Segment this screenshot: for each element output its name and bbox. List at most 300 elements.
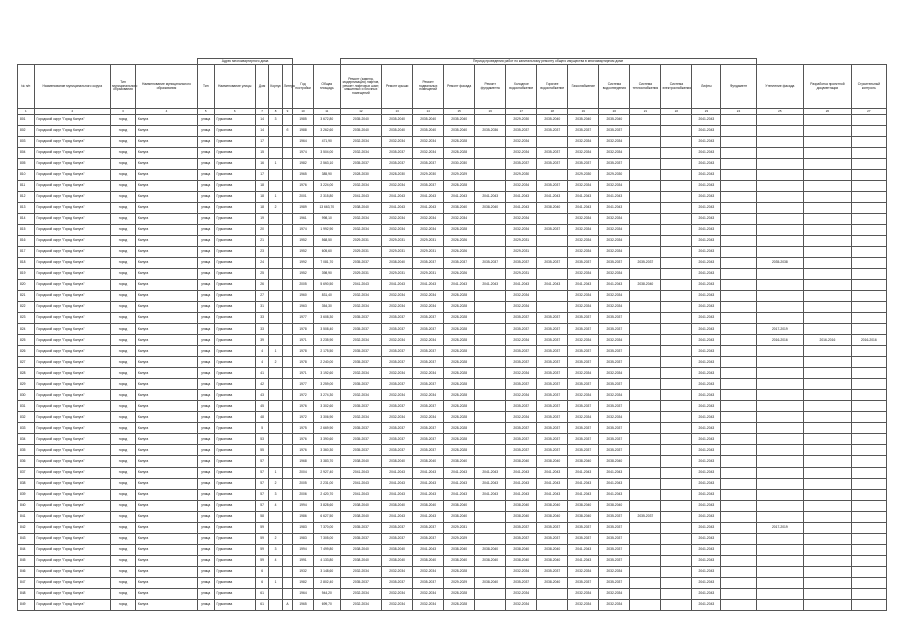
- table-cell: [475, 456, 506, 467]
- table-cell: [851, 511, 886, 522]
- table-cell: Городской округ "Город Калуга": [34, 423, 111, 434]
- table-cell: 2038-2040: [475, 544, 506, 555]
- table-cell: улица: [197, 280, 214, 291]
- table-cell: 7 305,00: [313, 533, 340, 544]
- table-row[interactable]: [18, 236, 887, 247]
- table-row[interactable]: [18, 170, 887, 181]
- table-row[interactable]: [18, 192, 887, 203]
- table-cell: 2038-2040: [444, 555, 475, 566]
- table-cell: Гурьянова: [214, 115, 255, 126]
- table-cell: 2041-2043: [475, 467, 506, 478]
- table-row[interactable]: [18, 203, 887, 214]
- table-cell: 1: [269, 192, 282, 203]
- table-cell: [804, 368, 852, 379]
- table-cell: Гурьянова: [214, 236, 255, 247]
- table-cell: улица: [197, 456, 214, 467]
- table-cell: 2041-2043: [340, 192, 381, 203]
- table-cell: 2032-2034: [340, 148, 381, 159]
- table-row[interactable]: [18, 423, 887, 434]
- table-cell: [756, 566, 804, 577]
- table-cell: 2041-2043: [692, 148, 721, 159]
- table-cell: [851, 390, 886, 401]
- table-cell: [475, 181, 506, 192]
- column-header: Корпус: [269, 65, 282, 109]
- table-cell: [661, 324, 692, 335]
- table-cell: улица: [197, 258, 214, 269]
- table-cell: [630, 137, 661, 148]
- table-cell: [630, 236, 661, 247]
- table-cell: [661, 445, 692, 456]
- table-cell: 2032-2034: [340, 390, 381, 401]
- table-row[interactable]: [18, 467, 887, 478]
- table-cell: 819: [18, 269, 35, 280]
- table-cell: улица: [197, 434, 214, 445]
- table-cell: [630, 269, 661, 280]
- table-cell: Городской округ "Город Калуга": [34, 500, 111, 511]
- table-cell: [630, 412, 661, 423]
- table-cell: 1986: [293, 511, 314, 522]
- table-cell: 2: [269, 533, 282, 544]
- table-row[interactable]: [18, 577, 887, 588]
- table-cell: 2041-2043: [475, 489, 506, 500]
- table-cell: [630, 335, 661, 346]
- table-cell: Калуга: [135, 401, 197, 412]
- table-cell: улица: [197, 566, 214, 577]
- table-cell: 2035-2037: [340, 324, 381, 335]
- table-row[interactable]: [18, 456, 887, 467]
- table-cell: 3 224,00: [313, 181, 340, 192]
- table-cell: [269, 511, 282, 522]
- table-cell: 2029-2030: [506, 115, 537, 126]
- table-row[interactable]: [18, 346, 887, 357]
- table-row[interactable]: [18, 115, 887, 126]
- table-cell: [269, 170, 282, 181]
- table-cell: 59: [255, 522, 268, 533]
- table-cell: [282, 500, 292, 511]
- table-cell: 2029-2031: [506, 269, 537, 280]
- table-cell: [721, 258, 756, 269]
- table-cell: 2032-2034: [506, 291, 537, 302]
- table-cell: [661, 269, 692, 280]
- table-cell: [851, 170, 886, 181]
- table-cell: 2032-2034: [413, 214, 444, 225]
- table-cell: 2032-2034: [599, 335, 630, 346]
- table-cell: [269, 247, 282, 258]
- table-cell: [630, 467, 661, 478]
- table-cell: 2041-2043: [340, 467, 381, 478]
- table-cell: [756, 368, 804, 379]
- table-cell: [804, 500, 852, 511]
- table-cell: город: [111, 566, 136, 577]
- table-cell: 41: [255, 368, 268, 379]
- table-cell: 3 608,30: [313, 313, 340, 324]
- table-cell: 2032-2034: [382, 181, 413, 192]
- table-cell: улица: [197, 357, 214, 368]
- table-cell: [721, 401, 756, 412]
- table-cell: 57: [255, 478, 268, 489]
- table-cell: [721, 324, 756, 335]
- table-cell: 2038-2040: [599, 500, 630, 511]
- column-header: Разработка проектной документации: [804, 65, 852, 109]
- table-cell: 2041-2043: [382, 478, 413, 489]
- table-cell: 2032-2034: [413, 566, 444, 577]
- table-cell: [851, 313, 886, 324]
- column-header: Система теплоснабжения: [630, 65, 661, 109]
- table-cell: [851, 203, 886, 214]
- table-cell: 2032-2034: [599, 148, 630, 159]
- table-row[interactable]: [18, 302, 887, 313]
- table-cell: [282, 423, 292, 434]
- table-cell: 2029-2031: [340, 236, 381, 247]
- table-row[interactable]: [18, 500, 887, 511]
- table-cell: [804, 258, 852, 269]
- table-row[interactable]: [18, 544, 887, 555]
- table-cell: 831,40: [313, 291, 340, 302]
- table-cell: Калуга: [135, 522, 197, 533]
- table-cell: [851, 544, 886, 555]
- table-row[interactable]: [18, 247, 887, 258]
- table-cell: Городской округ "Город Калуга": [34, 159, 111, 170]
- table-cell: [282, 346, 292, 357]
- table-cell: [537, 214, 568, 225]
- table-cell: [661, 511, 692, 522]
- table-cell: 2035-2037: [599, 577, 630, 588]
- table-cell: [756, 236, 804, 247]
- table-row[interactable]: [18, 368, 887, 379]
- table-cell: улица: [197, 544, 214, 555]
- table-cell: 2038-2040: [537, 500, 568, 511]
- table-cell: город: [111, 115, 136, 126]
- table-cell: 2038-2040: [382, 456, 413, 467]
- table-cell: Калуга: [135, 170, 197, 181]
- table-row[interactable]: [18, 478, 887, 489]
- table-cell: 2032-2034: [599, 412, 630, 423]
- table-cell: [630, 214, 661, 225]
- table-cell: 2032-2034: [568, 368, 599, 379]
- table-cell: 805: [18, 159, 35, 170]
- table-row[interactable]: [18, 357, 887, 368]
- column-header: Ремонт крыши: [382, 65, 413, 109]
- table-cell: 2035-2037: [599, 357, 630, 368]
- table-row[interactable]: [18, 533, 887, 544]
- table-cell: [661, 225, 692, 236]
- table-row[interactable]: [18, 324, 887, 335]
- table-cell: 817: [18, 247, 35, 258]
- table-cell: [537, 269, 568, 280]
- table-cell: 17: [255, 170, 268, 181]
- table-cell: город: [111, 412, 136, 423]
- table-row[interactable]: [18, 137, 887, 148]
- table-cell: [804, 401, 852, 412]
- table-cell: Гурьянова: [214, 401, 255, 412]
- table-row[interactable]: [18, 511, 887, 522]
- table-cell: 2035-2037: [413, 445, 444, 456]
- table-cell: 2032-2034: [568, 291, 599, 302]
- table-cell: 2035-2037: [506, 522, 537, 533]
- table-cell: 2035-2037: [599, 313, 630, 324]
- table-cell: [282, 269, 292, 280]
- table-cell: 2035-2037: [599, 159, 630, 170]
- table-cell: 2041-2043: [692, 467, 721, 478]
- table-cell: 2032-2034: [413, 137, 444, 148]
- table-cell: 2041-2043: [340, 489, 381, 500]
- column-header: Тип: [197, 65, 214, 109]
- table-cell: 2032-2034: [568, 214, 599, 225]
- column-number: 12: [340, 109, 381, 115]
- table-cell: [661, 522, 692, 533]
- table-cell: 2038-2040: [537, 511, 568, 522]
- table-cell: [661, 577, 692, 588]
- table-cell: [269, 599, 282, 610]
- table-cell: [721, 291, 756, 302]
- table-cell: [756, 214, 804, 225]
- table-cell: 2028-2028: [444, 412, 475, 423]
- table-cell: Калуга: [135, 126, 197, 137]
- table-cell: 6: [255, 566, 268, 577]
- table-cell: 2041-2043: [692, 599, 721, 610]
- table-cell: 841: [18, 511, 35, 522]
- table-cell: 2038-2040: [475, 203, 506, 214]
- table-row[interactable]: [18, 313, 887, 324]
- table-cell: [804, 181, 852, 192]
- table-cell: 605,60: [313, 247, 340, 258]
- table-cell: город: [111, 577, 136, 588]
- table-cell: [851, 434, 886, 445]
- table-cell: 2041-2043: [692, 478, 721, 489]
- table-cell: Городской округ "Город Калуга": [34, 247, 111, 258]
- table-cell: 2038-2040: [537, 577, 568, 588]
- table-cell: [756, 269, 804, 280]
- table-cell: 2026-2026: [444, 236, 475, 247]
- table-cell: Гурьянова: [214, 555, 255, 566]
- table-cell: [630, 181, 661, 192]
- table-cell: [282, 258, 292, 269]
- table-cell: [282, 489, 292, 500]
- table-row[interactable]: [18, 522, 887, 533]
- table-cell: [804, 434, 852, 445]
- table-cell: 2035-2037: [568, 577, 599, 588]
- table-cell: 2032-2034: [382, 137, 413, 148]
- table-cell: 2032-2034: [340, 412, 381, 423]
- table-cell: [661, 181, 692, 192]
- table-cell: улица: [197, 225, 214, 236]
- table-cell: 2035-2037: [382, 577, 413, 588]
- table-cell: 2041-2043: [444, 467, 475, 478]
- table-row[interactable]: [18, 181, 887, 192]
- table-cell: Городской округ "Город Калуга": [34, 566, 111, 577]
- table-row[interactable]: [18, 291, 887, 302]
- table-row[interactable]: [18, 126, 887, 137]
- table-cell: [756, 247, 804, 258]
- table-cell: 2038-2040: [506, 544, 537, 555]
- table-cell: [661, 302, 692, 313]
- table-cell: [756, 467, 804, 478]
- table-cell: [475, 533, 506, 544]
- table-cell: [804, 192, 852, 203]
- table-cell: Калуга: [135, 159, 197, 170]
- table-cell: 2035-2037: [599, 324, 630, 335]
- table-cell: [756, 412, 804, 423]
- table-row[interactable]: [18, 588, 887, 599]
- table-cell: [661, 148, 692, 159]
- table-cell: 2029-2029: [444, 170, 475, 181]
- table-cell: 1: [269, 577, 282, 588]
- table-cell: 2032-2034: [413, 335, 444, 346]
- table-cell: 1977: [293, 379, 314, 390]
- table-cell: [851, 126, 886, 137]
- table-cell: 846: [18, 566, 35, 577]
- table-row[interactable]: [18, 555, 887, 566]
- table-cell: 26: [255, 280, 268, 291]
- table-cell: 2038-2040: [506, 555, 537, 566]
- table-cell: [269, 445, 282, 456]
- table-cell: [630, 247, 661, 258]
- table-cell: 2035-2040: [413, 115, 444, 126]
- table-cell: 2032-2034: [340, 225, 381, 236]
- table-cell: улица: [197, 148, 214, 159]
- table-cell: 1982: [293, 577, 314, 588]
- table-cell: 2032-2034: [340, 291, 381, 302]
- table-cell: 1983: [293, 522, 314, 533]
- column-header: Литера: [282, 65, 292, 109]
- table-cell: 2041-2043: [340, 478, 381, 489]
- column-header: Утепление фасада: [756, 65, 804, 109]
- table-cell: [475, 511, 506, 522]
- table-cell: Городской округ "Город Калуга": [34, 346, 111, 357]
- table-cell: [756, 533, 804, 544]
- table-row[interactable]: [18, 445, 887, 456]
- table-cell: 3 672,80: [313, 115, 340, 126]
- table-cell: [661, 489, 692, 500]
- table-row[interactable]: [18, 412, 887, 423]
- table-cell: 2035-2037: [340, 379, 381, 390]
- table-cell: 2028-2028: [444, 401, 475, 412]
- table-row[interactable]: [18, 401, 887, 412]
- table-cell: 1964: [293, 588, 314, 599]
- table-cell: [661, 170, 692, 181]
- table-cell: Калуга: [135, 203, 197, 214]
- table-row[interactable]: [18, 599, 887, 610]
- table-cell: 820: [18, 280, 35, 291]
- table-cell: 48: [255, 412, 268, 423]
- table-cell: 844: [18, 544, 35, 555]
- table-cell: 2041-2043: [444, 489, 475, 500]
- table-cell: 3 504,00: [313, 148, 340, 159]
- table-cell: 2041-2043: [568, 280, 599, 291]
- table-row[interactable]: [18, 214, 887, 225]
- table-cell: [269, 368, 282, 379]
- table-cell: Городской округ "Город Калуга": [34, 214, 111, 225]
- table-row[interactable]: [18, 258, 887, 269]
- table-cell: [537, 599, 568, 610]
- table-cell: 2041-2043: [692, 588, 721, 599]
- table-row[interactable]: [18, 269, 887, 280]
- table-cell: [282, 170, 292, 181]
- table-cell: [630, 588, 661, 599]
- table-cell: [269, 258, 282, 269]
- table-cell: [661, 544, 692, 555]
- table-cell: 2032-2034: [340, 368, 381, 379]
- table-row[interactable]: [18, 489, 887, 500]
- table-cell: 2030-2030: [444, 159, 475, 170]
- column-number: 17: [506, 109, 537, 115]
- table-cell: 2029-2031: [382, 236, 413, 247]
- table-cell: [282, 566, 292, 577]
- table-cell: [475, 302, 506, 313]
- table-cell: 2035-2040: [568, 115, 599, 126]
- table-cell: 2041-2043: [692, 423, 721, 434]
- table-cell: Городской округ "Город Калуга": [34, 434, 111, 445]
- table-row[interactable]: [18, 566, 887, 577]
- table-cell: 2041-2043: [692, 236, 721, 247]
- table-cell: улица: [197, 247, 214, 258]
- table-cell: 2032-2034: [413, 302, 444, 313]
- table-cell: город: [111, 324, 136, 335]
- table-cell: Городской округ "Город Калуга": [34, 313, 111, 324]
- table-cell: [804, 280, 852, 291]
- table-cell: [804, 236, 852, 247]
- table-cell: 33: [255, 313, 268, 324]
- table-cell: город: [111, 489, 136, 500]
- table-row[interactable]: [18, 379, 887, 390]
- table-cell: 2035-2037: [340, 423, 381, 434]
- table-cell: [475, 434, 506, 445]
- table-cell: Городской округ "Город Калуга": [34, 511, 111, 522]
- table-cell: [475, 159, 506, 170]
- table-cell: [282, 357, 292, 368]
- table-row[interactable]: [18, 335, 887, 346]
- table-row[interactable]: [18, 434, 887, 445]
- table-row[interactable]: [18, 148, 887, 159]
- table-cell: 2032-2034: [444, 214, 475, 225]
- table-cell: 2041-2043: [692, 379, 721, 390]
- table-row[interactable]: [18, 390, 887, 401]
- table-cell: [630, 126, 661, 137]
- table-body: [18, 115, 887, 611]
- table-row[interactable]: [18, 225, 887, 236]
- table-cell: [661, 500, 692, 511]
- table-cell: [804, 478, 852, 489]
- table-cell: 2041-2043: [537, 192, 568, 203]
- table-cell: 2016-2016: [756, 335, 804, 346]
- table-cell: [804, 324, 852, 335]
- table-cell: 2: [269, 478, 282, 489]
- table-cell: 2032-2034: [568, 225, 599, 236]
- table-cell: 1971: [293, 335, 314, 346]
- table-cell: улица: [197, 412, 214, 423]
- table-cell: 2035-2037: [599, 258, 630, 269]
- table-row[interactable]: [18, 159, 887, 170]
- table-cell: Гурьянова: [214, 445, 255, 456]
- table-cell: 2028-2028: [444, 324, 475, 335]
- table-cell: Городской округ "Город Калуга": [34, 324, 111, 335]
- table-row[interactable]: [18, 280, 887, 291]
- table-cell: 843: [18, 533, 35, 544]
- table-cell: 2032-2034: [568, 588, 599, 599]
- table-cell: 568,50: [313, 236, 340, 247]
- table-cell: 2041-2043: [692, 533, 721, 544]
- table-cell: 2035-2037: [340, 533, 381, 544]
- table-cell: 2032-2034: [413, 390, 444, 401]
- table-cell: [804, 346, 852, 357]
- table-cell: 2: [269, 203, 282, 214]
- table-cell: 2026-2026: [444, 269, 475, 280]
- table-cell: [721, 302, 756, 313]
- table-cell: [269, 313, 282, 324]
- table-cell: 2035-2037: [413, 324, 444, 335]
- table-cell: 2005: [293, 280, 314, 291]
- table-cell: Городской округ "Город Калуга": [34, 258, 111, 269]
